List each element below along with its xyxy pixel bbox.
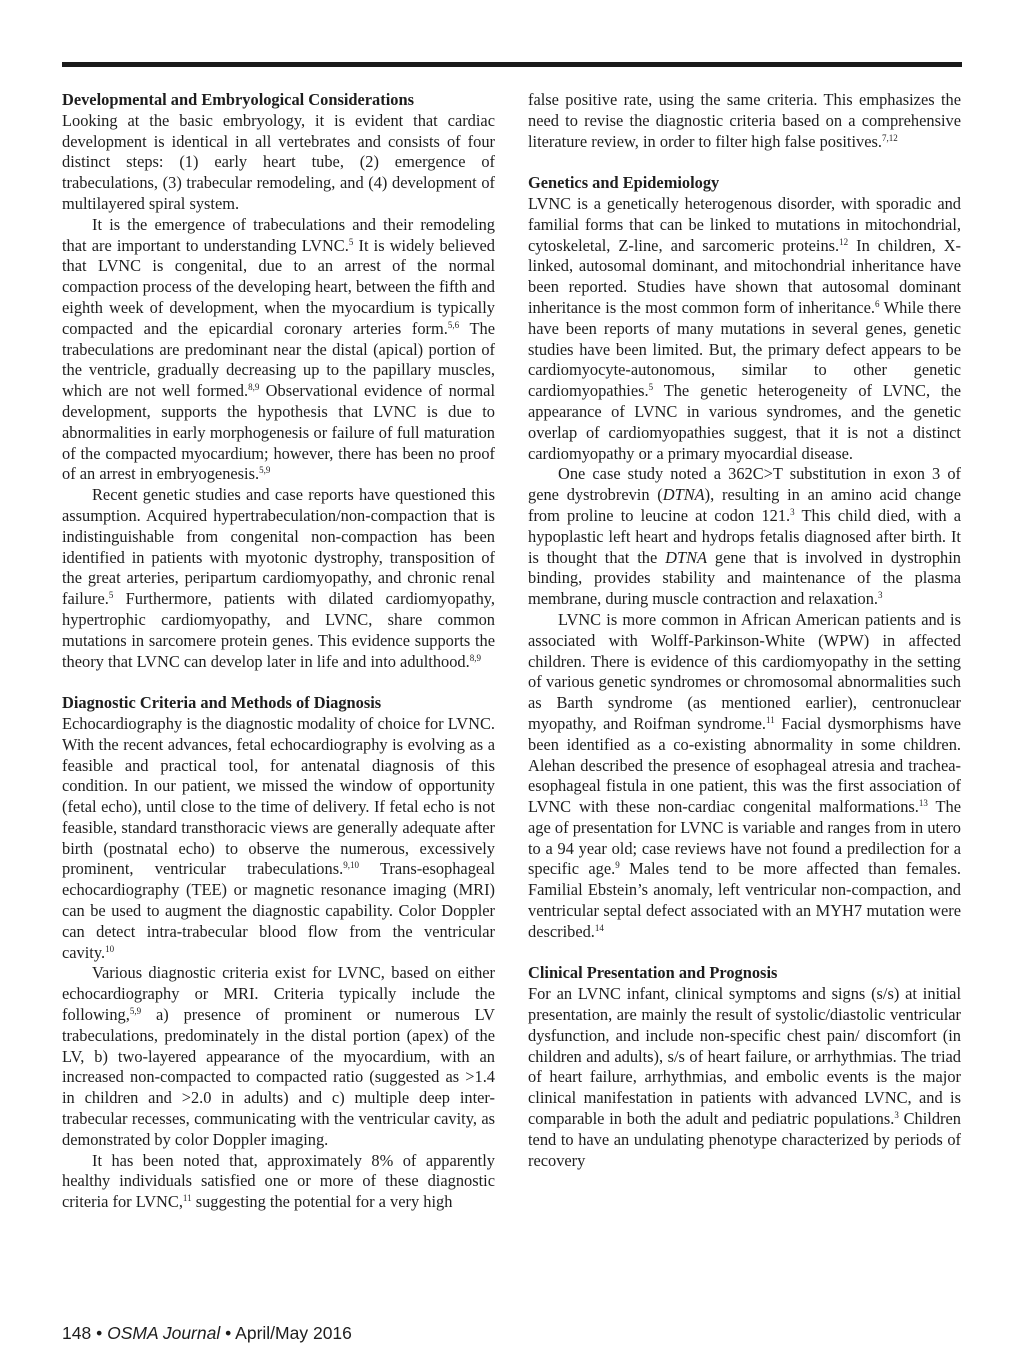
text: In children, X-linked, autosomal dominant, and mitochondrial inheritance have been reported. Studies have shown that autosomal dominant inheritance is the most common form of inheritance. xyxy=(528,235,961,317)
page-footer xyxy=(62,1323,352,1344)
text: Various diagnostic criteria exist for LVNC, based on either echocardiography or MRI. Criteria typically include the following, xyxy=(62,963,495,1025)
text: Observational evidence of normal development, supports the hypothesis that LVNC is due to abnormalities in early morphogenesis or failure of full maturation of the compacted myocardium; however, there has been no proof of an arrest in embryogenesis. xyxy=(62,381,495,484)
paragraph-heterogenous xyxy=(528,194,961,464)
section-heading-clinical: Clinical Presentation and Prognosis xyxy=(528,963,778,983)
text: Facial dysmorphisms have been identified as a co-existing abnormality in some children. Alehan described the presence of esophageal atresia and trachea-esophageal fistula in one patient, this was the first association of LVNC with these non-cardiac congenital malformations. xyxy=(528,713,961,817)
text: While there have been reports of many mutations in several genes, genetic studies have been limited. But, the primary defect appears to be cardiomyocyte-autonomous, similar to other genetic cardiomyopathies. xyxy=(528,297,961,401)
paragraph-criteria xyxy=(62,963,495,1150)
text: Echocardiography is the diagnostic modality of choice for LVNC. With the recent advances, fetal echocardiography is evolving as a feasible and practical tool, for antenatal diagnosis of this condition. In our patient, we missed the window of opportunity (fetal echo), until close to the time of delivery. If fetal echo is not feasible, standard transthoracic views are generally adequate after birth (postnatal echo) to observe the numerous, excessively prominent, ventricular trabeculations. xyxy=(62,713,495,879)
citation: 11 xyxy=(766,714,775,725)
separator-bullet: • xyxy=(225,1323,232,1343)
citation: 9,10 xyxy=(343,860,359,871)
top-rule xyxy=(62,62,962,67)
right-column xyxy=(528,90,961,1171)
text: Trans-esophageal echocardiography (TEE) or magnetic resonance imaging (MRI) can be used to augment the diagnostic capability. Color Doppler can detect intra-trabecular blood flow from the ventricular cavity. xyxy=(62,859,495,962)
citation: 3 xyxy=(894,1110,899,1121)
text: It is the emergence of trabeculations and their remodeling that are important to understanding LVNC. xyxy=(62,214,495,255)
citation: 8,9 xyxy=(469,652,481,663)
citation: 9 xyxy=(615,860,620,871)
paragraph-false-positive xyxy=(62,1151,495,1213)
paragraph-trabeculations xyxy=(62,215,495,485)
text: The genetic heterogeneity of LVNC, the appearance of LVNC in various syndromes, and the genetic overlap of cardiomyopathies suggest, that it is not a distinct cardiomyopathy or a primary myocardial disease. xyxy=(528,381,961,463)
text: The trabeculations are predominant near the distal (apical) portion of the ventricle, gradually decreasing up to the papillary muscles, which are not well formed. xyxy=(62,318,495,401)
citation: 14 xyxy=(594,922,604,933)
text: ), resulting in an amino acid change from proline to leucine at codon 121. xyxy=(528,485,961,525)
text: Males tend to be more affected than females. Familial Ebstein’s anomaly, left ventricular non-compaction, and ventricular septal defect associated with an MYH7 mutation were described. xyxy=(528,859,961,941)
issue-date: April/May 2016 xyxy=(235,1323,352,1343)
text: It has been noted that, approximately 8% of apparently healthy individuals satisfied one or more of these diagnostic criteria for LVNC, xyxy=(62,1150,495,1212)
page-number: 148 xyxy=(62,1323,92,1343)
text: Furthermore, patients with dilated cardiomyopathy, hypertrophic cardiomyopathy, and LVNC, share common mutations in sarcomere protein genes. This evidence supports the theory that LVNC can develop later in life and into adulthood. xyxy=(62,589,495,671)
separator-bullet: • xyxy=(96,1323,103,1343)
paragraph-epidemiology xyxy=(528,610,961,943)
text: This child died, with a hypoplastic left heart and hydrops fetalis diagnosed after birth. It is thought that the xyxy=(528,505,961,567)
citation: 5,9 xyxy=(129,1006,142,1017)
text: Children tend to have an undulating phenotype characterized by periods of recovery xyxy=(528,1109,961,1170)
paragraph-genetic-studies xyxy=(62,485,495,672)
citation: 7,12 xyxy=(881,132,898,143)
paragraph-embryology: Looking at the basic embryology, it is evident that cardiac development is identical in all vertebrates and consists of four distinct steps: (1) early heart tube, (2) emergence of trabeculations, (3) trabecular remodeling, and (4) development of multilayered spiral system. xyxy=(62,110,495,213)
citation: 5 xyxy=(108,590,114,601)
citation: 5,9 xyxy=(259,465,271,476)
text: One case study noted a 362C>T substitution in exon 3 of gene dystrobrevin ( xyxy=(528,464,961,505)
text: For an LVNC infant, clinical symptoms and signs (s/s) at initial presentation, are mainly the result of systolic/diastolic ventricular dysfunction, and include non-specific chest pain/ discomfort (in children and adults), s/s of heart failure, or arrhythmias. The triad of heart failure, arrhythmias, and embolic events is the major clinical manifestation in patients with advanced LVNC, and is comparable in both the adult and pediatric populations. xyxy=(528,984,961,1129)
text: The age of presentation for LVNC is variable and ranges from in utero to a 94 year old; case reviews have not found a predilection for a specific age. xyxy=(528,797,961,879)
paragraph-continued xyxy=(528,90,961,152)
text: a) presence of prominent or numerous LV trabeculations, predominately in the distal portion (apex) of the LV, b) two-layered appearance of the myocardium, with an increased non-compacted to compacted ratio (suggested as >1.4 in children and >2.0 in adults) and c) multiple deep inter-trabecular recesses, communicating with the ventricular cavity, as demonstrated by color Doppler imaging. xyxy=(62,1005,495,1149)
left-column xyxy=(62,90,495,1213)
citation: 10 xyxy=(105,943,115,954)
text: LVNC is more common in African American patients and is associated with Wolff-Parkinson-White (WPW) in affected children. There is evidence of this cardiomyopathy in the setting of various genetic syndromes or chromosomal abnormalities such as Barth syndrome (as mentioned earlier), centronuclear myopathy, and Roifman syndrome. xyxy=(528,609,961,733)
citation: 5 xyxy=(348,236,354,247)
citation: 13 xyxy=(918,798,928,809)
section-heading-genetics: Genetics and Epidemiology xyxy=(528,173,720,193)
text: suggesting the potential for a very high xyxy=(191,1192,453,1212)
text: Recent genetic studies and case reports have questioned this assumption. Acquired hypertrabeculation/non-compaction that is indistinguishable from congenital non-compaction has been identified in patients with myotonic dystrophy, transposition of the great arteries, peripartum cardiomyopathy, and chronic renal failure. xyxy=(62,485,495,609)
text: gene that is involved in dystrophin binding, provides stability and maintenance of the plasma membrane, during muscle contraction and relaxation. xyxy=(528,547,961,609)
citation: 5,6 xyxy=(447,319,460,330)
section-heading-diagnostic: Diagnostic Criteria and Methods of Diagnosis xyxy=(62,693,382,713)
citation: 6 xyxy=(874,298,880,309)
citation: 11 xyxy=(182,1193,192,1204)
section-heading-developmental: Developmental and Embryological Considerations xyxy=(62,90,414,109)
journal-name: OSMA Journal xyxy=(107,1323,221,1343)
text: LVNC is a genetically heterogenous disorder, with sporadic and familial forms that can be linked to mutations in mitochondrial, cytoskeletal, Z-line, and sarcomeric proteins. xyxy=(528,193,961,255)
text: false positive rate, using the same criteria. This emphasizes the need to revise the diagnostic criteria based on a comprehensive literature review, in order to filter high false positives. xyxy=(528,90,961,151)
citation: 12 xyxy=(839,236,849,247)
citation: 3 xyxy=(878,590,883,601)
text: It is widely believed that LVNC is congenital, due to an arrest of the normal compaction process of the developing heart, between the fifth and eighth week of development, when the myocardium is typically compacted and the epicardial coronary arteries form. xyxy=(62,235,495,338)
gene-name: DTNA xyxy=(665,547,708,567)
citation: 5 xyxy=(648,382,654,393)
citation: 8,9 xyxy=(248,382,260,393)
gene-name: DTNA xyxy=(662,485,705,505)
paragraph-clinical-presentation xyxy=(528,984,961,1171)
citation: 3 xyxy=(790,506,795,517)
paragraph-echocardiography xyxy=(62,714,495,964)
paragraph-case-study xyxy=(528,464,961,610)
